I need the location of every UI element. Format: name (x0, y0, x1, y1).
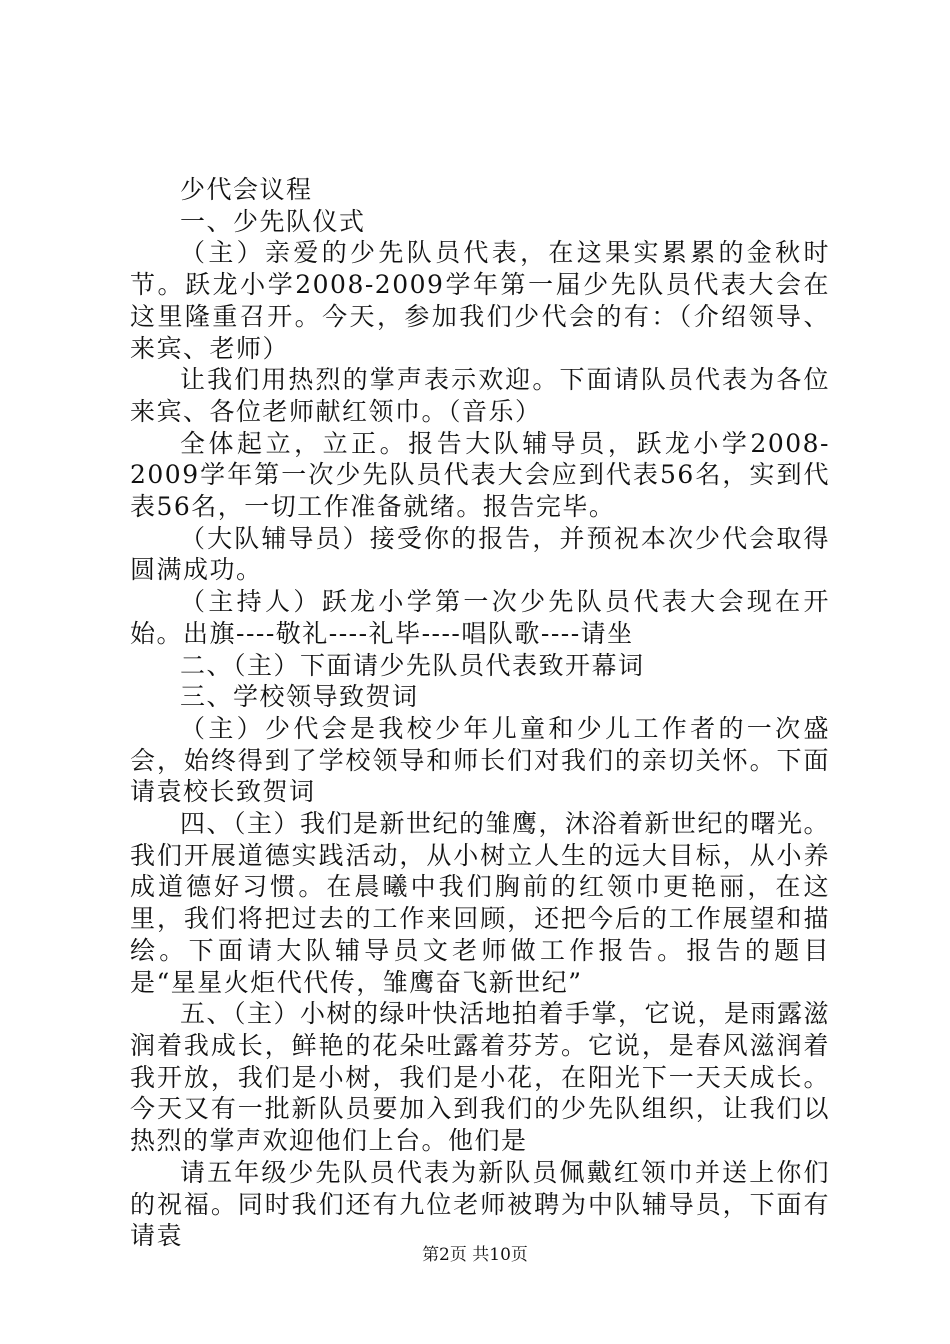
section-3-heading: 三、学校领导致贺词 (180, 682, 419, 712)
paragraph-congrats: （主）少代会是我校少年儿童和少儿工作者的一次盛会，始终得到了学校领导和师长们对我们的亲切关怀。下面请袁校长致贺词 (130, 713, 830, 807)
section-2-heading: 二、（主）下面请少先队员代表致开幕词 (180, 650, 645, 680)
paragraph-host-start: （主持人）跃龙小学第一次少先队员代表大会现在开始。出旗----敬礼----礼毕----唱队歌----请坐 (130, 587, 830, 648)
paragraph-opening: （主）亲爱的少先队员代表，在这果实累累的金秋时节。跃龙小学2008-2009学年第一届少先队员代表大会在这里隆重召开。今天，参加我们少代会的有：（介绍领导、来宾、老师） (130, 238, 830, 363)
section-1-heading: 一、少先队仪式 (180, 206, 366, 236)
paragraph-accept-report: （大队辅导员）接受你的报告，并预祝本次少代会取得圆满成功。 (130, 523, 830, 585)
paragraph-red-scarf: 请五年级少先队员代表为新队员佩戴红领巾并送上你们的祝福。同时我们还有九位老师被聘为中队辅导员，下面有请袁 (130, 1157, 830, 1251)
section-5-paragraph: 五、（主）小树的绿叶快活地拍着手掌，它说，是雨露滋润着我成长，鲜艳的花朵吐露着芬芳。它说，是春风滋润着我开放，我们是小树，我们是小花，在阳光下一天天成长。今天又有一批新队员要加入到我们的少先队组织，让我们以热烈的掌声欢迎他们上台。他们是 (130, 999, 831, 1156)
section-4-paragraph: 四、（主）我们是新世纪的雏鹰，沐浴着新世纪的曙光。我们开展道德实践活动，从小树立人生的远大目标，从小养成道德好习惯。在晨曦中我们胸前的红领巾更艳丽，在这里，我们将把过去的工作来回顾，还把今后的工作展望和描绘。下面请大队辅导员文老师做工作报告。报告的题目是“星星火炬代代传，雏鹰奋飞新世纪” (130, 809, 831, 997)
paragraph-welcome: 让我们用热烈的掌声表示欢迎。下面请队员代表为各位来宾、各位老师献红领巾。（音乐） (130, 365, 830, 426)
page-number-footer: 第2页 共10页 (422, 1245, 528, 1265)
paragraph-report: 全体起立，立正。报告大队辅导员，跃龙小学2008-2009学年第一次少先队员代表大会应到代表56名，实到代表56名，一切工作准备就绪。报告完毕。 (130, 428, 830, 522)
agenda-title: 少代会议程 (180, 175, 313, 204)
document-body (130, 174, 830, 1252)
